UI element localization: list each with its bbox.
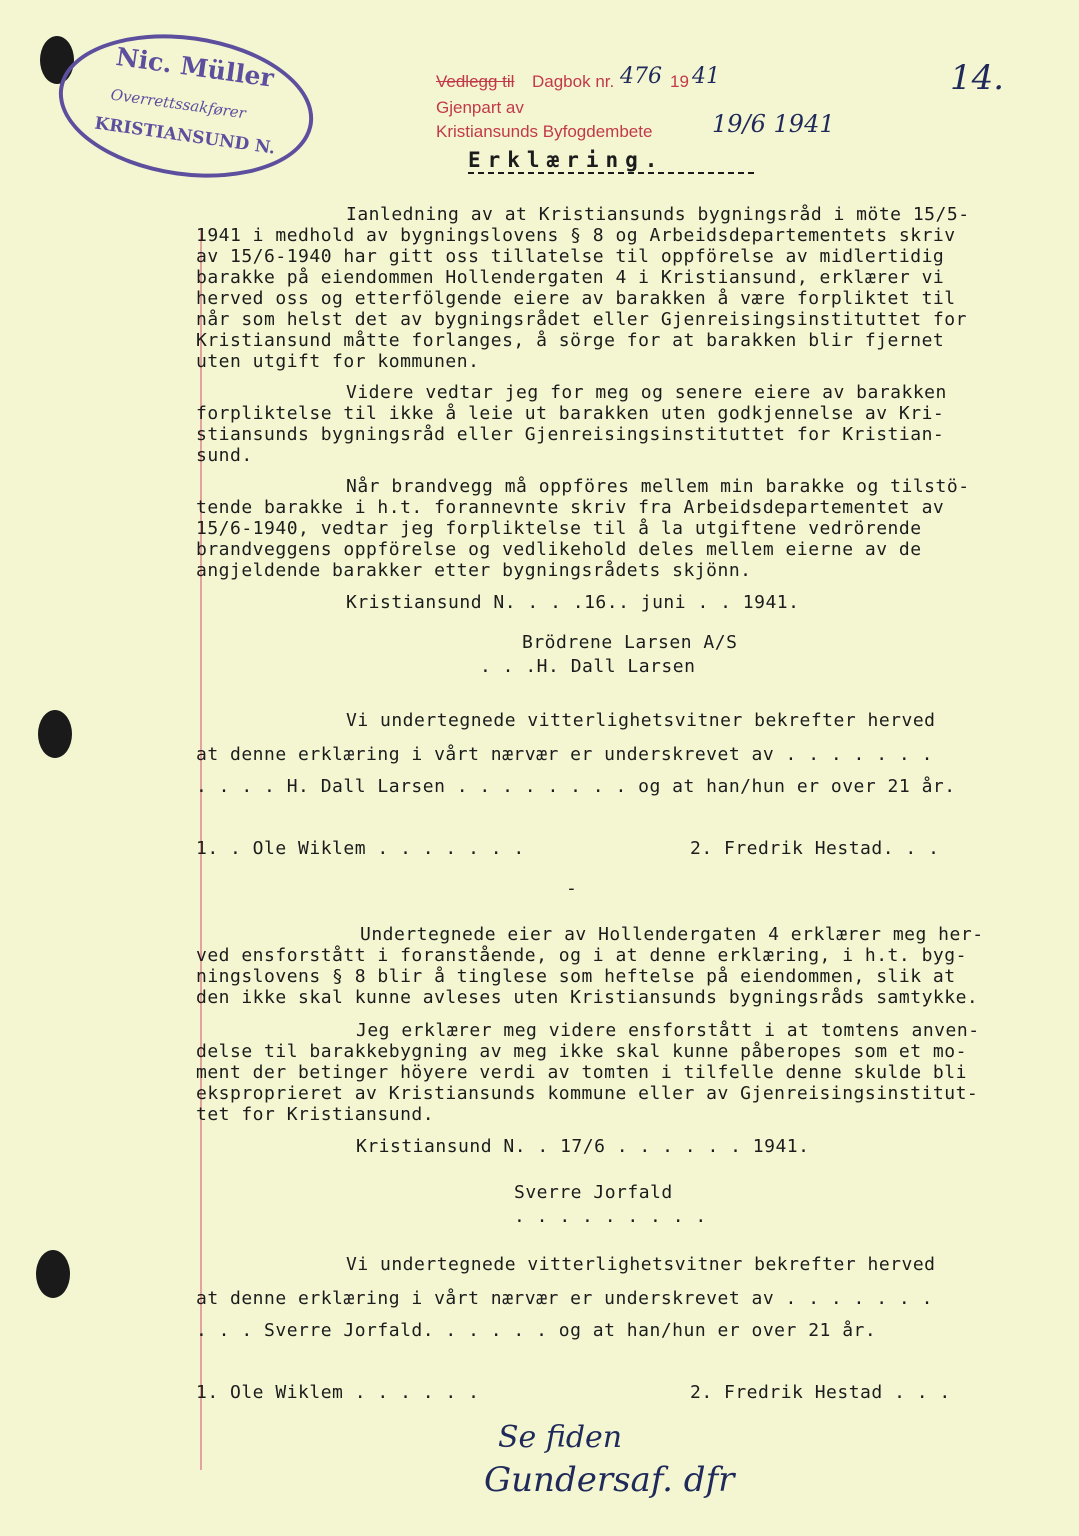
witnesses-2-left: 1. Ole Wiklem . . . . . . — [196, 1382, 480, 1403]
office-date: 19/6 1941 — [712, 110, 835, 138]
handwritten-note-2: Gundersaf. dfr — [484, 1460, 735, 1500]
witness-intro-1: Vi undertegnede vitterlighetsvitner bekrefter herved — [346, 710, 936, 731]
dagbok-label: Dagbok nr. — [532, 72, 615, 91]
witnesses-1-right: 2. Fredrik Hestad. . . — [690, 838, 940, 859]
witness-line-2b: . . . Sverre Jorfald. . . . . . og at han/hun er over 21 år. — [196, 1320, 877, 1341]
witnesses-1-left: 1. . Ole Wiklem . . . . . . . — [196, 838, 525, 859]
p2-line-2: forpliktelse til ikke å leie ut barakken uten godkjennelse av Kri- — [196, 403, 945, 424]
p4-line-3: ningslovens § 8 blir å tinglese som heftelse på eiendommen, slik at — [196, 966, 956, 987]
p4-line-2: ved ensforstått i foranstående, og i at denne erklæring, i h.t. byg- — [196, 945, 967, 966]
p2-line-4: sund. — [196, 445, 253, 466]
p1-line-6: når som helst det av bygningsrådet eller Gjenreisingsinstituttet for — [196, 309, 967, 330]
p3-line-5: angjeldende barakker etter bygningsrådets skjönn. — [196, 560, 752, 581]
p5-line-2: delse til barakkebygning av meg ikke skal kunne påberopes som et mo- — [196, 1041, 967, 1062]
p4-line-4: den ikke skal kunne avleses uten Kristiansunds bygningsråds samtykke. — [196, 987, 979, 1008]
p1-line-3: av 15/6-1940 har gitt oss tillatelse til oppförelse av midlertidig — [196, 246, 945, 267]
p3-line-2: tende barakke i h.t. forannevnte skriv fra Arbeidsdepartementet av — [196, 497, 945, 518]
signer-1: . . .H. Dall Larsen — [480, 656, 696, 677]
p3-line-1: Når brandvegg må oppföres mellem min barakke og tilstö- — [346, 476, 970, 497]
p1-line-1: Ianledning av at Kristiansunds bygningsråd i möte 15/5- — [346, 204, 970, 225]
p5-line-3: ment der betinger höyere verdi av tomten i tilfelle denne skulde bli — [196, 1062, 967, 1083]
dagbok-year-prefix: 19 — [670, 72, 689, 91]
witness-line-2a: at denne erklæring i vårt nærvær er underskrevet av . . . . . . . — [196, 1288, 933, 1309]
handwritten-note-1: Se fiden — [498, 1420, 623, 1455]
p1-line-8: uten utgift for kommunen. — [196, 351, 480, 372]
company-name: Brödrene Larsen A/S — [522, 632, 738, 653]
office-label: Kristiansunds Byfogdembete — [436, 122, 653, 141]
p5-line-1: Jeg erklærer meg videre ensforstått i at tomtens anven- — [356, 1020, 980, 1041]
p3-line-4: brandveggens oppförelse og vedlikehold deles mellem eierne av de — [196, 539, 922, 560]
dagbok-number: 476 — [620, 64, 662, 89]
dagbok-year-suffix: 41 — [692, 64, 720, 89]
stamp-line-1: Nic. Müller — [114, 41, 276, 93]
p5-line-5: tet for Kristiansund. — [196, 1104, 435, 1125]
separator-dash: - — [566, 878, 578, 899]
signer-2: Sverre Jorfald — [514, 1182, 673, 1203]
page-number: 14. — [950, 58, 1005, 98]
p1-line-7: Kristiansund måtte forlanges, å sörge for at barakken blir fjernet — [196, 330, 945, 351]
struck-label: Vedlegg til — [436, 72, 515, 91]
witness-line-1a: at denne erklæring i vårt nærvær er underskrevet av . . . . . . . — [196, 744, 933, 765]
p3-line-3: 15/6-1940, vedtar jeg forpliktelse til å la utgiftene vedrörende — [196, 518, 922, 539]
signer-2-dots: . . . . . . . . . — [514, 1206, 707, 1227]
title-underline — [468, 172, 754, 174]
witness-line-1b: . . . . H. Dall Larsen . . . . . . . . og at han/hun er over 21 år. — [196, 776, 956, 797]
p4-line-1: Undertegnede eier av Hollendergaten 4 erklærer meg her- — [360, 924, 984, 945]
witness-intro-2: Vi undertegnede vitterlighetsvitner bekrefter herved — [346, 1254, 936, 1275]
stamp-line-2: Overrettssakfører — [109, 85, 247, 123]
punch-hole-middle — [38, 710, 72, 758]
p1-line-2: 1941 i medhold av bygningslovens § 8 og Arbeidsdepartementets skriv — [196, 225, 956, 246]
punch-hole-bottom — [36, 1250, 70, 1298]
gjenpart-label: Gjenpart av — [436, 98, 524, 117]
stamp-line-3: KRISTIANSUND N. — [93, 113, 277, 159]
p2-line-1: Videre vedtar jeg for meg og senere eiere av barakken — [346, 382, 947, 403]
p1-line-4: barakke på eiendommen Hollendergaten 4 i Kristiansund, erklærer vi — [196, 267, 945, 288]
place-date-1: Kristiansund N. . . .16.. juni . . 1941. — [346, 592, 800, 613]
place-date-2: Kristiansund N. . 17/6 . . . . . . 1941. — [356, 1136, 810, 1157]
p1-line-5: herved oss og etterfölgende eiere av barakken å være forpliktet til — [196, 288, 956, 309]
p5-line-4: eksproprieret av Kristiansunds kommune eller av Gjenreisingsinstitut- — [196, 1083, 979, 1104]
lawyer-stamp — [50, 19, 323, 193]
p2-line-3: stiansunds bygningsråd eller Gjenreisingsinstituttet for Kristian- — [196, 424, 945, 445]
witnesses-2-right: 2. Fredrik Hestad . . . — [690, 1382, 951, 1403]
document-title: Erklæring. — [468, 148, 665, 172]
